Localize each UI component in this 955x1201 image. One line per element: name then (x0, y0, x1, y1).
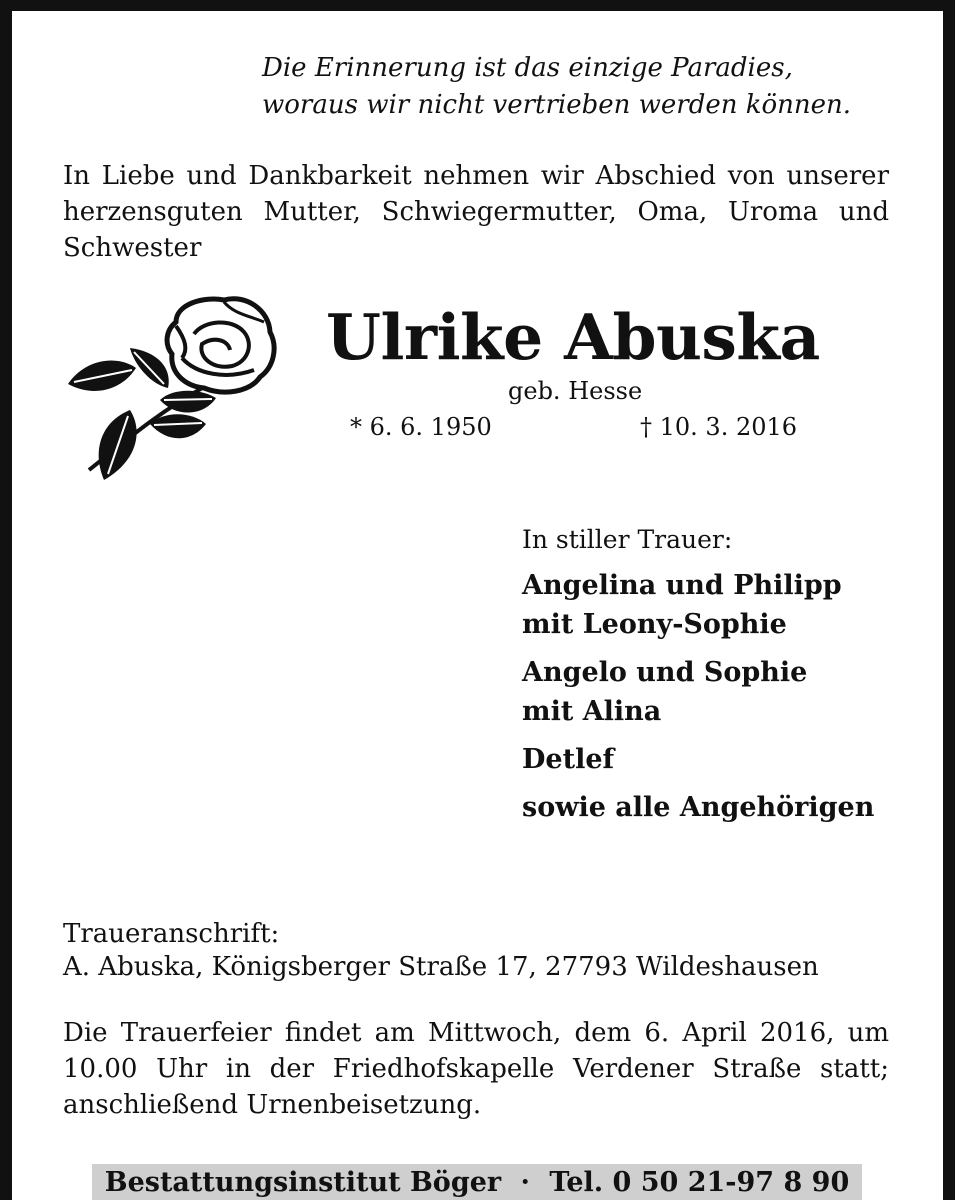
mourner-line: Angelo und Sophie (522, 657, 808, 688)
mourning-address: A. Abuska, Königsberger Straße 17, 27793 Wildeshausen (63, 952, 819, 982)
mourner-line: sowie alle Angehörigen (522, 792, 875, 823)
mourner-line: Angelina und Philipp (522, 570, 842, 601)
footer-separator: · (520, 1167, 530, 1198)
ceremony-info: Die Trauerfeier findet am Mittwoch, dem 6. April 2016, um 10.00 Uhr in der Friedhofskapelle Verdener Straße statt; anschließend Urnenbeisetzung. (63, 1018, 889, 1120)
quote-line-2: woraus wir nicht vertrieben werden können. (262, 90, 852, 120)
funeral-home-footer (92, 1164, 862, 1200)
mourners-label: In stiller Trauer: (522, 525, 733, 554)
address-label: Traueranschrift: (63, 919, 280, 949)
mourner-line: mit Alina (522, 696, 662, 727)
mourner-line: Detlef (522, 744, 615, 775)
maiden-name: geb. Hesse (508, 377, 643, 405)
memorial-quote (262, 50, 902, 124)
mourner-line: mit Leony-Sophie (522, 609, 787, 640)
mourner-group (522, 740, 912, 779)
mourner-group (522, 653, 912, 731)
rose-icon (64, 292, 284, 487)
funeral-home-phone: Tel. 0 50 21-97 8 90 (549, 1167, 850, 1198)
death-date: † 10. 3. 2016 (640, 413, 798, 441)
birth-date: * 6. 6. 1950 (350, 413, 492, 441)
mourner-group (522, 788, 912, 827)
mourners-list (522, 566, 912, 836)
funeral-home-name: Bestattungsinstitut Böger (104, 1167, 502, 1198)
quote-line-1: Die Erinnerung ist das einzige Paradies, (262, 53, 793, 83)
farewell-intro: In Liebe und Dankbarkeit nehmen wir Abschied von unserer herzensguten Mutter, Schwiegermutter, Oma, Uroma und Schwester (63, 161, 889, 263)
deceased-name: Ulrike Abuska (326, 300, 820, 374)
mourner-group (522, 566, 912, 644)
